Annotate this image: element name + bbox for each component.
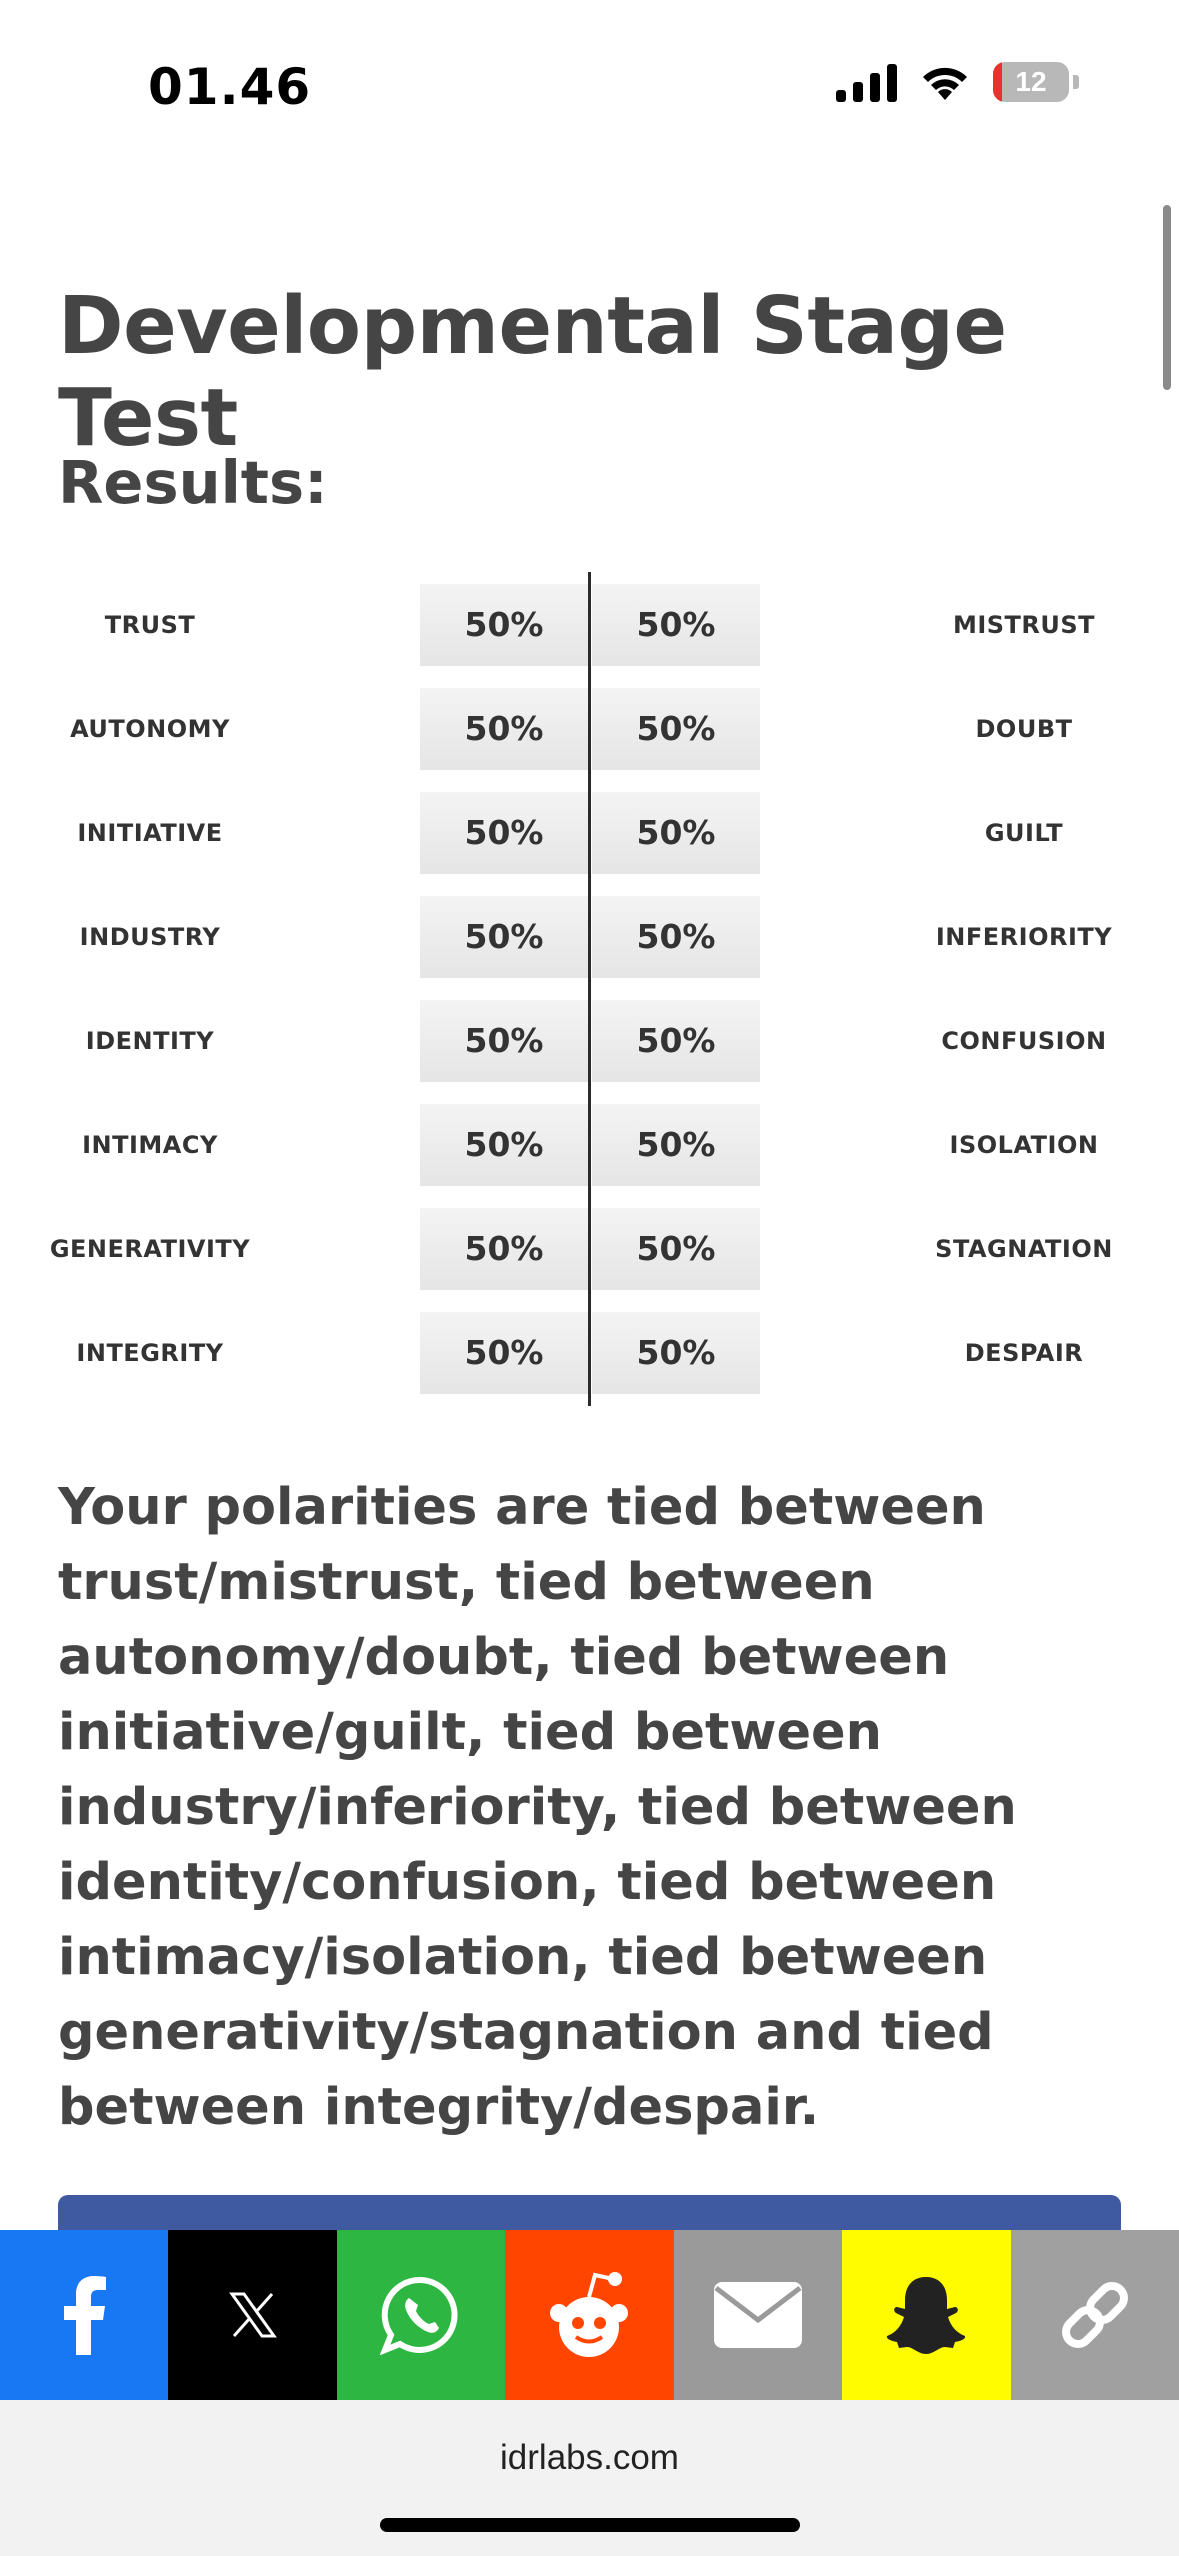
status-icons (836, 62, 1079, 102)
share-x-button[interactable] (168, 2230, 336, 2400)
share-whatsapp-button[interactable] (337, 2230, 505, 2400)
x-icon (229, 2291, 277, 2339)
browser-address-bar[interactable] (0, 2400, 1179, 2556)
link-icon (1055, 2275, 1135, 2355)
right-trait-label: CONFUSION (941, 1027, 1107, 1055)
right-percentage: 50% (592, 1104, 760, 1186)
left-trait-label: GENERATIVITY (49, 1235, 251, 1263)
status-time: 01.46 (148, 58, 312, 116)
left-percentage: 50% (420, 688, 588, 770)
result-row (0, 584, 1179, 666)
right-percentage: 50% (592, 1000, 760, 1082)
battery-icon (993, 62, 1069, 102)
left-percentage: 50% (420, 1000, 588, 1082)
result-row (0, 1312, 1179, 1394)
right-trait-label: ISOLATION (949, 1131, 1099, 1159)
right-trait-label: MISTRUST (952, 611, 1096, 639)
left-trait-label: INTEGRITY (76, 1339, 224, 1367)
home-indicator[interactable] (380, 2518, 800, 2532)
results-table (0, 572, 1179, 1406)
right-trait-label: STAGNATION (935, 1235, 1113, 1263)
right-percentage: 50% (592, 688, 760, 770)
share-reddit-button[interactable] (505, 2230, 673, 2400)
left-trait-label: IDENTITY (85, 1027, 215, 1055)
result-row (0, 1000, 1179, 1082)
page-title: Developmental Stage Test (58, 280, 1007, 464)
right-percentage: 50% (592, 792, 760, 874)
whatsapp-icon (380, 2274, 462, 2356)
right-trait-label: DOUBT (975, 715, 1073, 743)
share-facebook-button[interactable] (0, 2230, 168, 2400)
left-percentage: 50% (420, 896, 588, 978)
cellular-signal-icon (836, 62, 897, 102)
right-trait-label: GUILT (984, 819, 1064, 847)
url-label[interactable]: idrlabs.com (500, 2438, 679, 2477)
battery-level: 12 (1015, 66, 1047, 97)
share-email-button[interactable] (674, 2230, 842, 2400)
results-summary: Your polarities are tied between trust/mistrust, tied between autonomy/doubt, tied between initiative/guilt, tied between industry/inferiority, tied between identity/confusion, tied between intimacy/isolation, tied between generativity/stagnation and tied between integrity/despair. (58, 1478, 1017, 2137)
share-bar (0, 2230, 1179, 2400)
facebook-icon (59, 2275, 109, 2355)
copy-link-button[interactable] (1011, 2230, 1179, 2400)
right-percentage: 50% (592, 896, 760, 978)
left-percentage: 50% (420, 584, 588, 666)
wifi-icon (919, 62, 971, 102)
result-row (0, 1208, 1179, 1290)
result-row (0, 792, 1179, 874)
result-row (0, 1104, 1179, 1186)
results-heading: Results: (58, 448, 328, 517)
left-percentage: 50% (420, 1104, 588, 1186)
right-percentage: 50% (592, 1208, 760, 1290)
reddit-icon (541, 2269, 637, 2361)
left-trait-label: INDUSTRY (79, 923, 221, 951)
email-icon (712, 2280, 804, 2350)
left-trait-label: INITIATIVE (77, 819, 223, 847)
result-row (0, 688, 1179, 770)
snapchat-icon (883, 2273, 969, 2357)
left-trait-label: INTIMACY (82, 1131, 218, 1159)
left-trait-label: AUTONOMY (70, 715, 230, 743)
left-percentage: 50% (420, 1208, 588, 1290)
right-percentage: 50% (592, 1312, 760, 1394)
share-snapchat-button[interactable] (842, 2230, 1010, 2400)
right-trait-label: INFERIORITY (935, 923, 1113, 951)
left-percentage: 50% (420, 792, 588, 874)
result-row (0, 896, 1179, 978)
battery-cap (1073, 75, 1079, 89)
right-trait-label: DESPAIR (964, 1339, 1084, 1367)
left-trait-label: TRUST (104, 611, 196, 639)
right-percentage: 50% (592, 584, 760, 666)
left-percentage: 50% (420, 1312, 588, 1394)
